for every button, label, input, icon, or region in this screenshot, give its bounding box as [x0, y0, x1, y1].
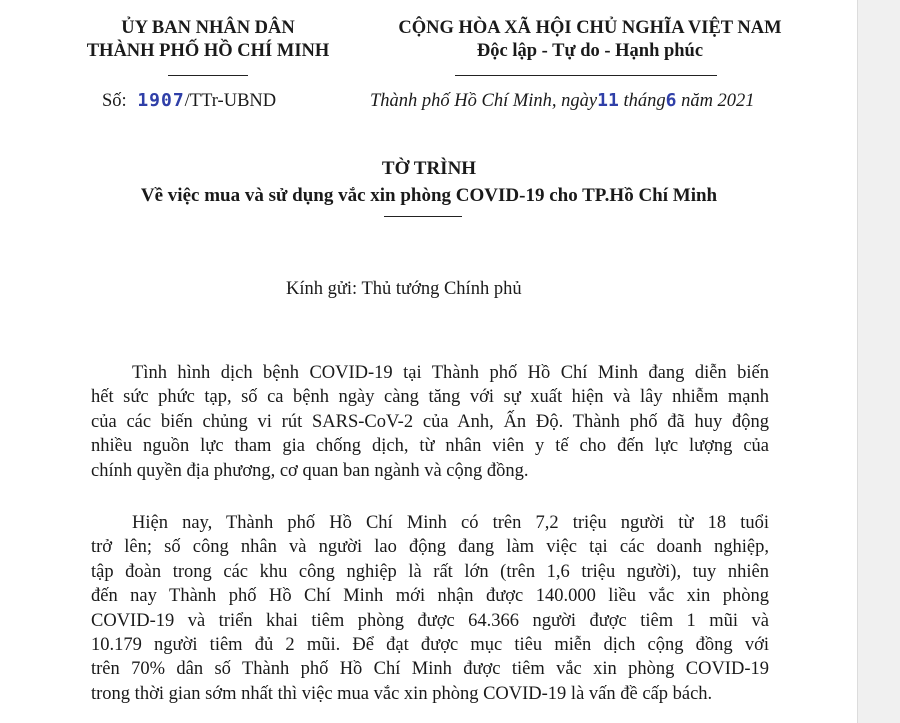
paragraph-2-line: đến nay Thành phố Hồ Chí Minh mới nhận được 140.000 liều vắc xin phòng: [91, 586, 769, 607]
document-subject: Về việc mua và sử dụng vắc xin phòng COVID-19 cho TP.Hồ Chí Minh: [140, 185, 718, 206]
document-number-handwritten: 1907: [137, 90, 185, 111]
paragraph-2-line: trở lên; số công nhân và người lao động đang làm việc tại các doanh nghiệp,: [91, 537, 769, 558]
date-line: [370, 90, 755, 112]
document-type-title: TỜ TRÌNH: [381, 158, 477, 179]
date-place: Thành phố Hồ Chí Minh, ngày: [370, 91, 598, 111]
paragraph-2-line: Hiện nay, Thành phố Hồ Chí Minh có trên 7,2 triệu người từ 18 tuổi: [132, 513, 769, 533]
paragraph-2: [91, 511, 769, 706]
date-day-handwritten: 11: [597, 90, 619, 111]
document-number-prefix: Số:: [102, 91, 127, 111]
document-number: [102, 90, 276, 112]
paragraph-2-line: tập đoàn trong các khu công nghiệp là rất lớn (trên 1,6 triệu người), tuy nhiên: [91, 561, 769, 582]
paragraph-2-line: COVID-19 và triển khai tiêm phòng được 64.366 người được tiêm 1 mũi và: [91, 610, 769, 631]
issuing-authority-line2: THÀNH PHỐ HỒ CHÍ MINH: [86, 41, 330, 61]
date-year: năm 2021: [681, 91, 755, 111]
paragraph-2-line: trong thời gian sớm nhất thì việc mua vắc xin phòng COVID-19 là vấn đề cấp bách.: [91, 683, 713, 704]
paragraph-1-line: hết sức phức tạp, số ca bệnh ngày càng tăng với sự xuất hiện và lây nhiễm mạnh: [91, 387, 769, 408]
paragraph-2-line: 10.179 người tiêm đủ 2 mũi. Để đạt được mục tiêu miễn dịch cộng đồng với: [91, 634, 769, 655]
paragraph-1-line: nhiều nguồn lực tham gia chống dịch, từ nhân viên y tế cho đến lực lượng của: [91, 436, 769, 457]
issuing-authority-line1: ỦY BAN NHÂN DÂN: [121, 18, 295, 38]
document-number-suffix: /TTr-UBND: [184, 91, 277, 111]
paragraph-1-line: Tình hình dịch bệnh COVID-19 tại Thành phố Hồ Chí Minh đang diễn biến: [132, 363, 769, 383]
title-underline: [384, 216, 462, 217]
motto-underline: [455, 75, 717, 76]
paragraph-1: [91, 361, 769, 483]
paragraph-1-line: của các biến chủng vi rút SARS-CoV-2 của Anh, Ấn Độ. Thành phố đã huy động: [91, 411, 769, 432]
viewer-side-strip: [857, 0, 900, 723]
authority-underline: [168, 75, 248, 76]
date-month-word: tháng: [623, 91, 666, 111]
paragraph-2-line: trên 70% dân số Thành phố Hồ Chí Minh được tiêm vắc xin phòng COVID-19: [91, 659, 769, 680]
recipient-line: Kính gửi: Thủ tướng Chính phủ: [286, 279, 522, 299]
national-motto: Độc lập - Tự do - Hạnh phúc: [476, 41, 704, 61]
national-title: CỘNG HÒA XÃ HỘI CHỦ NGHĨA VIỆT NAM: [398, 18, 782, 38]
paragraph-1-line: chính quyền địa phương, cơ quan ban ngành và cộng đồng.: [91, 460, 529, 481]
date-month-handwritten: 6: [665, 90, 677, 111]
